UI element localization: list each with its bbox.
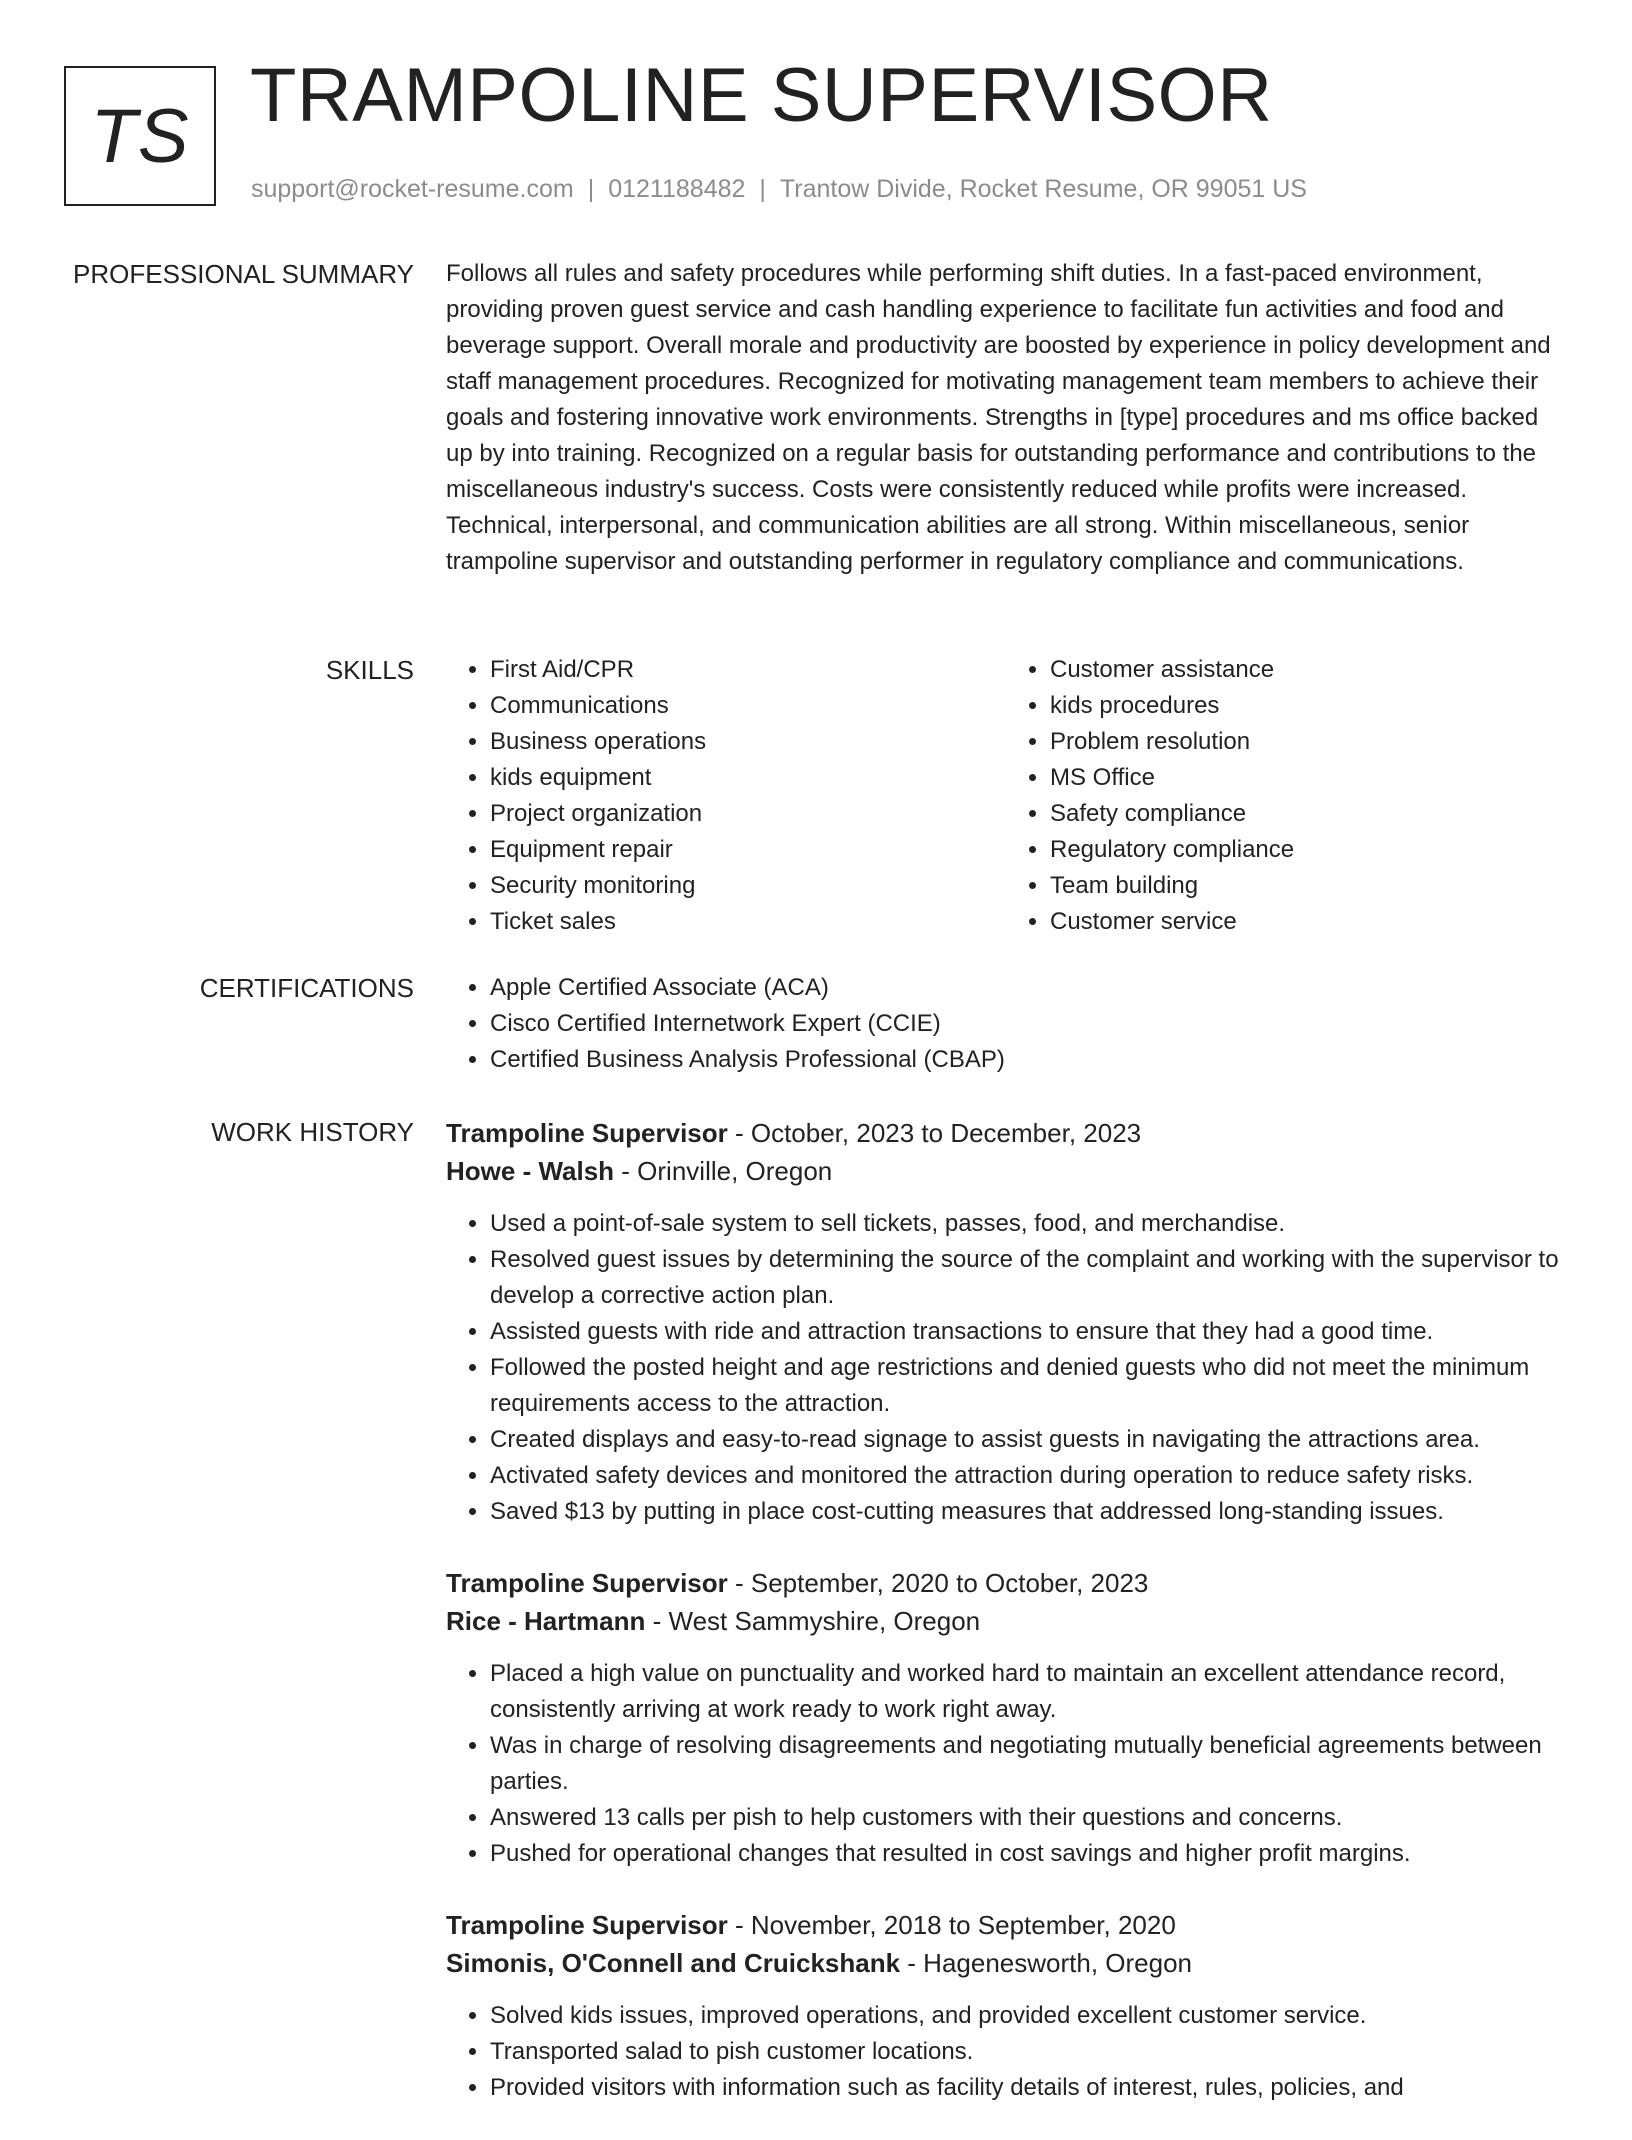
job-company-line — [446, 1944, 1566, 1982]
job-duty: • Placed a high value on punctuality and worked hard to maintain an excellent attendance record, consistently arriving at work ready to work right away. — [490, 1656, 1566, 1728]
job-dates: - October, 2023 to December, 2023 — [727, 1118, 1142, 1148]
job-company-line — [446, 1152, 1566, 1190]
monogram-initials: TS — [90, 93, 190, 179]
job-title: Trampoline Supervisor — [446, 1118, 728, 1148]
section-heading-summary: PROFESSIONAL SUMMARY — [73, 259, 414, 289]
job-title-line — [446, 1114, 1566, 1152]
skill-item: • Business operations — [490, 724, 1006, 760]
certification-item: • Cisco Certified Internetwork Expert (CCIE) — [490, 1006, 1566, 1042]
job-duty: • Pushed for operational changes that resulted in cost savings and higher profit margins. — [490, 1836, 1566, 1872]
contact-address: Trantow Divide, Rocket Resume, OR 99051 US — [779, 175, 1307, 203]
skill-item: • Communications — [490, 688, 1006, 724]
job-duty: • Used a point-of-sale system to sell tickets, passes, food, and merchandise. — [490, 1206, 1566, 1242]
job-duties-list — [446, 1656, 1566, 1872]
job-title-line — [446, 1564, 1566, 1602]
section-heading-work-history: WORK HISTORY — [211, 1117, 414, 1147]
job-duty: • Was in charge of resolving disagreements and negotiating mutually beneficial agreements between parties. — [490, 1728, 1566, 1800]
job-duty: • Activated safety devices and monitored the attraction during operation to reduce safety risks. — [490, 1458, 1566, 1494]
job-location: - Hagenesworth, Oregon — [900, 1948, 1192, 1978]
job-duty: • Created displays and easy-to-read signage to assist guests in navigating the attractions area. — [490, 1422, 1566, 1458]
job-duty: • Provided visitors with information such as facility details of interest, rules, policies, and — [490, 2070, 1566, 2106]
job-company: Howe - Walsh — [446, 1156, 615, 1186]
job-dates: - November, 2018 to September, 2020 — [727, 1910, 1176, 1940]
section-heading-certifications: CERTIFICATIONS — [199, 973, 414, 1003]
skill-item: • MS Office — [1050, 760, 1566, 796]
certification-item: • Apple Certified Associate (ACA) — [490, 970, 1566, 1006]
skill-item: • kids procedures — [1050, 688, 1566, 724]
skill-item: • Equipment repair — [490, 832, 1006, 868]
job-company: Simonis, O'Connell and Cruickshank — [446, 1948, 901, 1978]
skill-item: • Team building — [1050, 868, 1566, 904]
monogram-logo — [64, 66, 216, 206]
contact-line — [251, 174, 1307, 204]
job-duties-list — [446, 1206, 1566, 1530]
job-duty: • Answered 13 calls per pish to help customers with their questions and concerns. — [490, 1800, 1566, 1836]
job-duty: • Saved $13 by putting in place cost-cutting measures that addressed long-standing issues. — [490, 1494, 1566, 1530]
skill-item: • Customer assistance — [1050, 652, 1566, 688]
job-company-line — [446, 1602, 1566, 1640]
job-dates: - September, 2020 to October, 2023 — [727, 1568, 1149, 1598]
contact-separator: | — [759, 175, 766, 203]
job-title: Trampoline Supervisor — [446, 1568, 728, 1598]
certifications-list — [446, 970, 1566, 1078]
job-title-line — [446, 1906, 1566, 1944]
section-heading-skills: SKILLS — [325, 655, 414, 685]
job-duty: • Resolved guest issues by determining the source of the complaint and working with the supervisor to develop a corrective action plan. — [490, 1242, 1566, 1314]
contact-separator: | — [587, 175, 595, 203]
summary-text: Follows all rules and safety procedures while performing shift duties. In a fast-paced environment, providing proven guest service and cash handling experience to facilitate fun activities and food and beverage support. Overall morale and productivity are boosted by experience in policy development and staff management procedures. Recognized for motivating management team members to achieve their goals and fostering innovative work environments. Strengths in [type] procedures and ms office backed up by into training. Recognized on a regular basis for outstanding performance and contributions to the miscellaneous industry's success. Costs were consistently reduced while profits were increased. Technical, interpersonal, and communication abilities are all strong. Within miscellaneous, senior trampoline supervisor and outstanding performer in regulatory compliance and communications. — [446, 260, 1551, 575]
skills-list-right — [1006, 652, 1566, 940]
skill-item: • Ticket sales — [490, 904, 1006, 940]
skill-item: • Safety compliance — [1050, 796, 1566, 832]
skills-list-left — [446, 652, 1006, 940]
job-location: - West Sammyshire, Oregon — [645, 1606, 981, 1636]
job-company: Rice - Hartmann — [446, 1606, 646, 1636]
contact-email[interactable]: support@rocket-resume.com — [251, 175, 574, 203]
candidate-name: TRAMPOLINE SUPERVISOR — [250, 53, 1273, 138]
contact-phone[interactable]: 0121188482 — [608, 175, 746, 203]
job-title: Trampoline Supervisor — [446, 1910, 728, 1940]
job-duty: • Solved kids issues, improved operations, and provided excellent customer service. — [490, 1998, 1566, 2034]
skill-item: • Project organization — [490, 796, 1006, 832]
skill-item: • Regulatory compliance — [1050, 832, 1566, 868]
job-duty: • Transported salad to pish customer locations. — [490, 2034, 1566, 2070]
job-entry — [446, 1564, 1566, 1872]
job-duties-list — [446, 1998, 1566, 2106]
job-entry — [446, 1906, 1566, 2106]
skill-item: • First Aid/CPR — [490, 652, 1006, 688]
certification-item: • Certified Business Analysis Professional (CBAP) — [490, 1042, 1566, 1078]
skill-item: • Security monitoring — [490, 868, 1006, 904]
job-duty: • Assisted guests with ride and attraction transactions to ensure that they had a good time. — [490, 1314, 1566, 1350]
job-location: - Orinville, Oregon — [614, 1156, 833, 1186]
skill-item: • Customer service — [1050, 904, 1566, 940]
skill-item: • kids equipment — [490, 760, 1006, 796]
job-duty: • Followed the posted height and age restrictions and denied guests who did not meet the minimum requirements access to the attraction. — [490, 1350, 1566, 1422]
skill-item: • Problem resolution — [1050, 724, 1566, 760]
job-entry — [446, 1114, 1566, 1530]
